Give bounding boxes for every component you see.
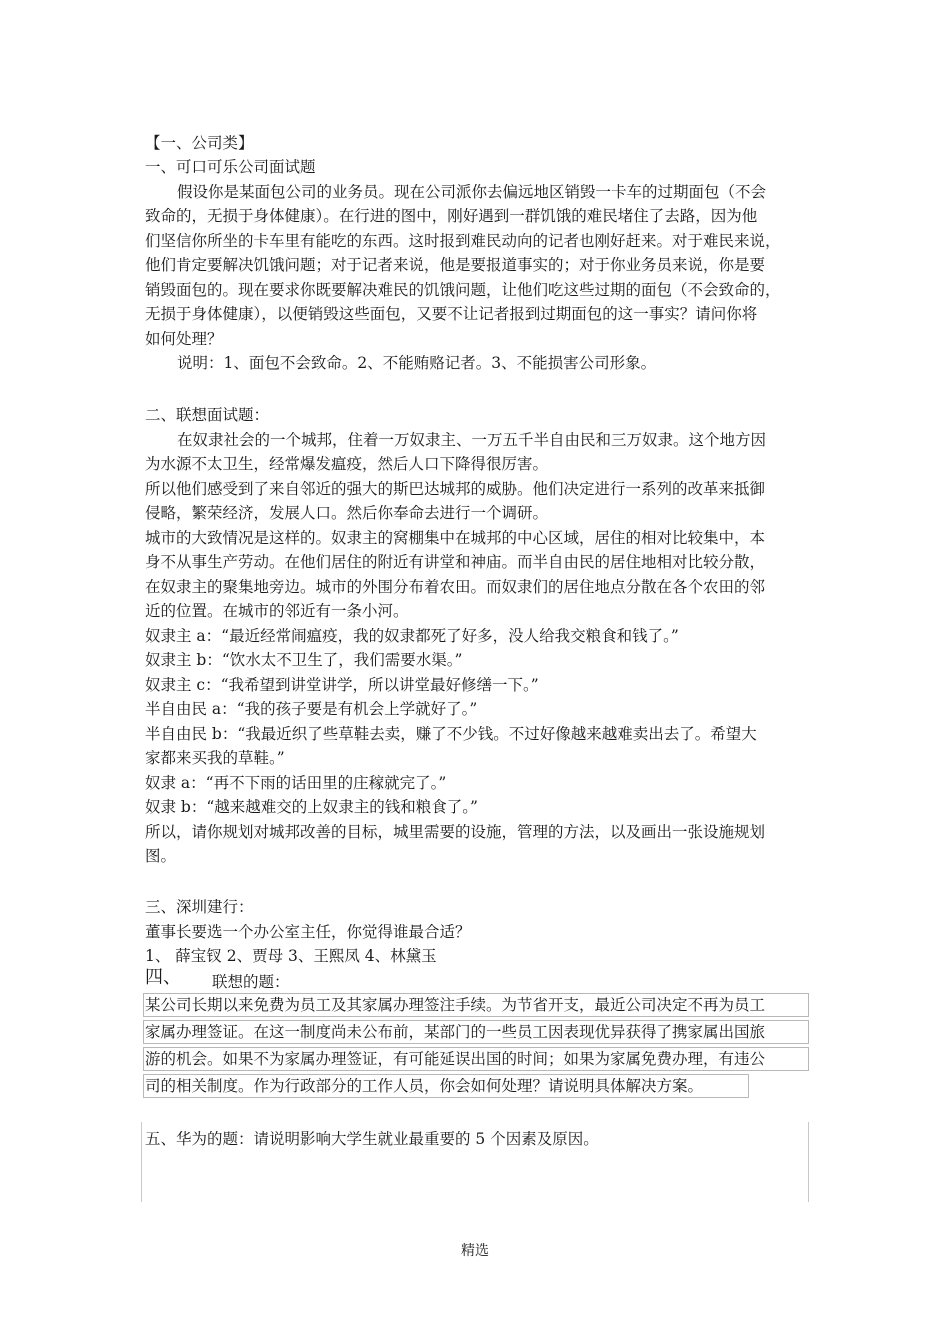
section-4-paragraph: 某公司长期以来免费为员工及其家属办理签注手续。为节省开支，最近公司决定不再为员工 (145, 996, 766, 1014)
section-5-left-rule (141, 1122, 142, 1202)
section-2-quote: 家都来买我的草鞋。” (145, 749, 285, 767)
section-2-quote: 奴隶 b：“越来越难交的上奴隶主的钱和粮食了。” (145, 798, 478, 816)
section-2-paragraph: 在奴隶主的聚集地旁边。城市的外围分布着农田。而奴隶们的居住地点分散在各个农田的邻 (145, 578, 766, 596)
section-1-paragraph: 致命的，无损于身体健康）。在行进的图中，刚好遇到一群饥饿的难民堵住了去路，因为他 (145, 207, 758, 225)
section-2-quote: 半自由民 a：“我的孩子要是有机会上学就好了。” (145, 700, 478, 718)
section-1-title: 一、可口可乐公司面试题 (145, 158, 316, 176)
section-2-paragraph: 为水源不太卫生，经常爆发瘟疫，然后人口下降得很厉害。 (145, 455, 549, 473)
document-header: 【一、公司类】 (145, 134, 254, 152)
section-2-quote: 奴隶 a：“再不下雨的话田里的庄稼就完了。” (145, 774, 447, 792)
section-4-subtitle: 联想的题： (212, 973, 290, 991)
section-1-paragraph: 销毁面包的。现在要求你既要解决难民的饥饿问题，让他们吃这些过期的面包（不会致命的， (145, 281, 781, 299)
section-1-paragraph: 假设你是某面包公司的业务员。现在公司派你去偏远地区销毁一卡车的过期面包（不会 (177, 183, 767, 201)
section-1-note: 说明：1、面包不会致命。2、不能贿赂记者。3、不能损害公司形象。 (177, 354, 657, 372)
section-2-quote: 奴隶主 a：“最近经常闹瘟疫，我的奴隶都死了好多，没人给我交粮食和钱了。” (145, 627, 679, 645)
section-4-paragraph: 家属办理签证。在这一制度尚未公布前，某部门的一些员工因表现优异获得了携家属出国旅 (145, 1023, 766, 1041)
section-5-title: 五、华为的题：请说明影响大学生就业最重要的 5 个因素及原因。 (145, 1130, 599, 1148)
section-2-paragraph: 所以，请你规划对城邦改善的目标，城里需要的设施，管理的方法，以及画出一张设施规划 (145, 823, 766, 841)
section-2-quote: 奴隶主 c：“我希望到讲堂讲学，所以讲堂最好修缮一下。” (145, 676, 539, 694)
section-3-options: 1、 薛宝钗 2、贾母 3、王熙凤 4、林黛玉 (145, 947, 437, 965)
section-2-title: 二、联想面试题： (145, 406, 270, 424)
section-2-paragraph: 近的位置。在城市的邻近有一条小河。 (145, 602, 409, 620)
section-1-paragraph: 们坚信你所坐的卡车里有能吃的东西。这时报到难民动向的记者也刚好赶来。对于难民来说， (145, 232, 781, 250)
section-3-title: 三、深圳建行： (145, 898, 254, 916)
section-5-right-rule (808, 1122, 809, 1202)
section-4-number: 四、 (145, 967, 181, 988)
section-2-paragraph: 图。 (145, 847, 177, 865)
section-4-paragraph: 司的相关制度。作为行政部分的工作人员，你会如何处理？请说明具体解决方案。 (145, 1077, 704, 1095)
section-1-paragraph: 他们肯定要解决饥饿问题；对于记者来说，他是要报道事实的；对于你业务员来说，你是要 (145, 256, 766, 274)
section-2-paragraph: 城市的大致情况是这样的。奴隶主的窝棚集中在城邦的中心区域，居住的相对比较集中，本 (145, 529, 766, 547)
section-3-paragraph: 董事长要选一个办公室主任，你觉得谁最合适？ (145, 923, 471, 941)
section-1-paragraph: 无损于身体健康），以便销毁这些面包，又要不让记者报到过期面包的这一事实？请问你将 (145, 305, 758, 323)
section-1-paragraph: 如何处理？ (145, 330, 223, 348)
section-2-paragraph: 身不从事生产劳动。在他们居住的附近有讲堂和神庙。而半自由民的居住地相对比较分散， (145, 553, 766, 571)
section-2-quote: 半自由民 b：“我最近织了些草鞋去卖，赚了不少钱。不过好像越来越难卖出去了。希望大 (145, 725, 757, 743)
section-4-paragraph: 游的机会。如果不为家属办理签证，有可能延误出国的时间；如果为家属免费办理，有违公 (145, 1050, 766, 1068)
page-footer: 精选 (461, 1243, 489, 1259)
section-2-paragraph: 在奴隶社会的一个城邦，住着一万奴隶主、一万五千半自由民和三万奴隶。这个地方因 (177, 431, 767, 449)
section-2-paragraph: 所以他们感受到了来自邻近的强大的斯巴达城邦的威胁。他们决定进行一系列的改革来抵御 (145, 480, 766, 498)
section-2-quote: 奴隶主 b：“饮水太不卫生了，我们需要水渠。” (145, 651, 463, 669)
section-2-paragraph: 侵略，繁荣经济，发展人口。然后你奉命去进行一个调研。 (145, 504, 549, 522)
